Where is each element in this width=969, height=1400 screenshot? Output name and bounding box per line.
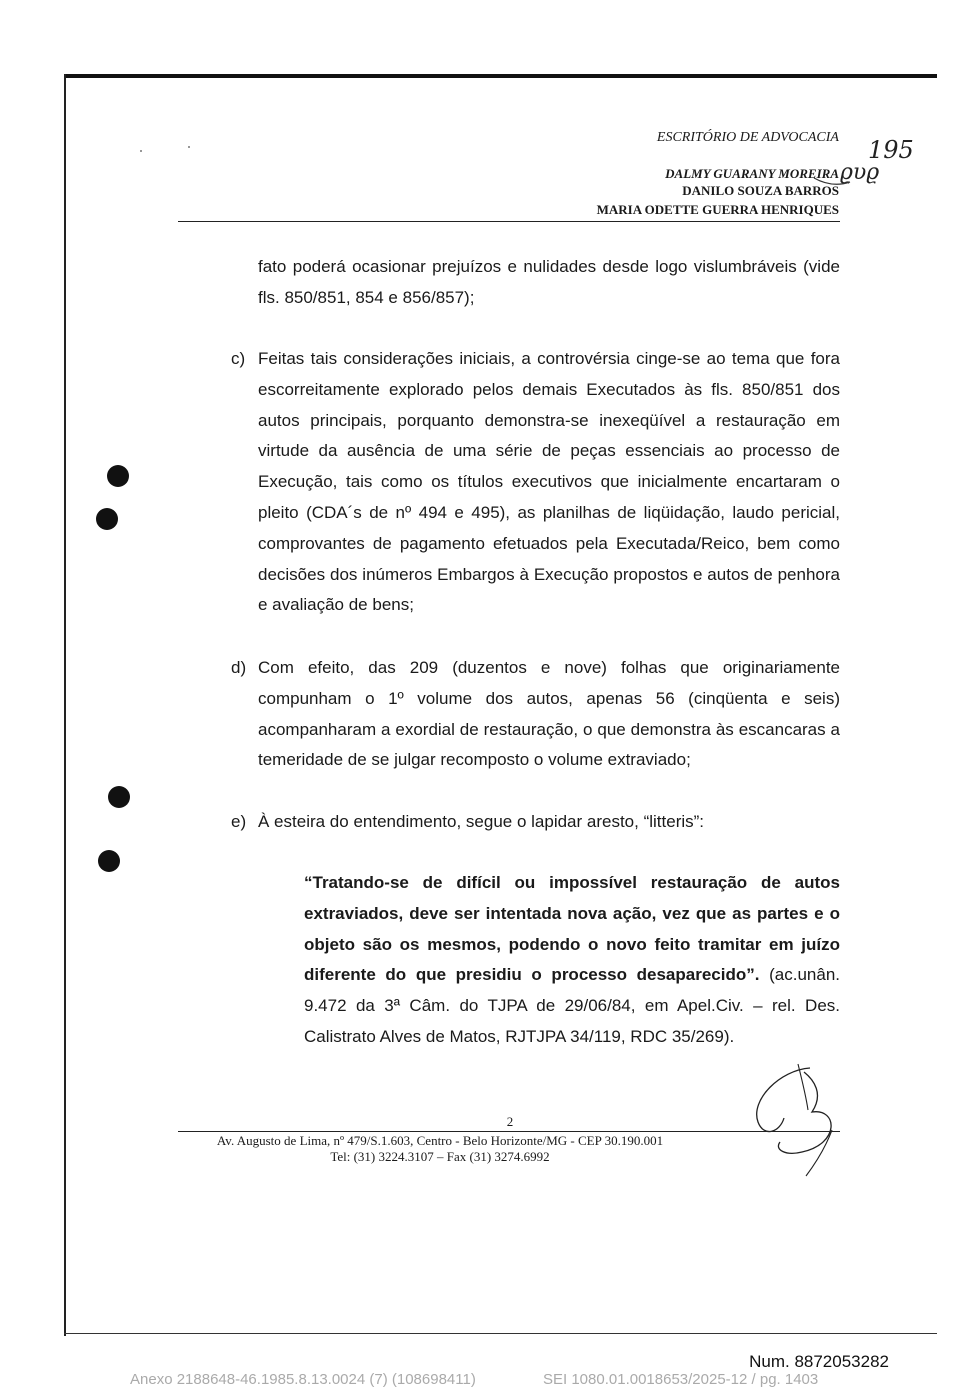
item-label-c: c) [231,349,246,368]
paragraph-item-d: Com efeito, das 209 (duzentos e nove) folhas que originariamente compunham o 1º volume dos autos, apenas 56 (cinqüenta e seis) acompanharam a exordial de restauração, o que demonstra às escancaras a temeridade de se julgar recomposto o volume extraviado; [258,658,840,770]
rubric-stroke [812,176,852,188]
footer-divider [178,1131,840,1132]
punch-hole [96,508,118,530]
item-label-d: d) [231,658,247,677]
annex-reference: Anexo 2188648-46.1985.8.13.0024 (7) (108698411) [130,1371,476,1388]
punch-hole [108,786,130,808]
item-label-e: e) [231,812,247,831]
paragraph-item-e: À esteira do entendimento, segue o lapidar aresto, “litteris”: [258,812,705,831]
sei-reference: SEI 1080.01.0018653/2025-12 / pg. 1403 [543,1371,819,1388]
punch-hole [107,465,129,487]
paragraph-continuation: fato poderá ocasionar prejuízos e nulidades desde logo vislumbráveis (vide fls. 850/851, 854 e 856/857); [258,257,840,307]
document-number-stamp: Num. 8872053282 [749,1352,889,1371]
quote-bold-text: “Tratando-se de difícil ou impossível restauração de autos extraviados, deve ser intentada nova ação, vez que as partes e o objeto são os mesmos, podendo o novo feito tramitar em juízo diferente do que presidiu o processo desaparecido”. [304,873,840,985]
scan-speck [140,150,142,152]
quoted-jurisprudence [304,868,840,1053]
quote-citation: (ac.unân. 9.472 da 3ª Câm. do TJPA de 29/06/84, em Apel.Civ. – rel. Des. Calistrato Alves de Matos, RJTJPA 34/119, RDC 35/269). [304,965,841,1046]
paragraph-item-c: Feitas tais considerações iniciais, a controvérsia cinge-se ao tema que fora escorreitamente explorado pelos demais Executados às fls. 850/851 dos autos principais, porquanto demonstra-se inexeqüível a restauração em virtude da ausência de uma série de peças essenciais ao processo de Execução, tais como os títulos executivos que inicialmente encartaram o pleito (CDA´s de nº 494 e 495), as planilhas de liqüidação, laudo pericial, comprovantes de pagamento efetuados pela Executada/Reico, bem como decisões dos inúmeros Embargos à Execução propostos e autos de penhora e avaliação de bens; [258,349,840,615]
footer-phone: Tel: (31) 3224.3107 – Fax (31) 3274.6992 [330,1149,550,1164]
page-frame-top [64,74,937,78]
letterhead-divider [178,221,840,222]
letterhead-name-1: DALMY GUARANY MOREIRA [665,166,839,181]
letterhead-office: ESCRITÓRIO DE ADVOCACIA [656,130,839,145]
handwritten-folio-number: 195 [868,136,914,164]
letterhead-name-3: MARIA ODETTE GUERRA HENRIQUES [596,202,839,217]
punch-hole [98,850,120,872]
handwritten-rubric: ϱυϱ [840,160,880,185]
letterhead-name-2: DANILO SOUZA BARROS [682,183,839,198]
scan-speck [188,146,190,148]
page-number: 2 [506,1114,514,1129]
page-frame-bottom [64,1333,937,1334]
footer-address: Av. Augusto de Lima, nº 479/S.1.603, Centro - Belo Horizonte/MG - CEP 30.190.001 [216,1133,664,1148]
